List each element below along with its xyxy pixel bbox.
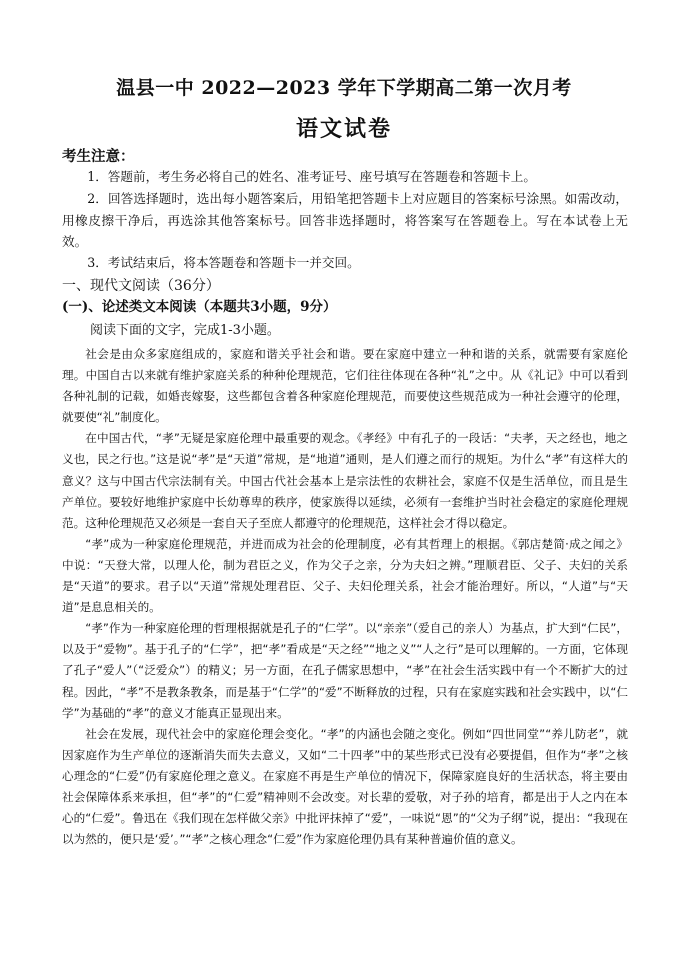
exam-subtitle: 语文试卷 xyxy=(295,116,392,142)
notice-item-2: 2．回答选择题时，选出每小题答案后，用铅笔把答题卡上对应题目的答案标号涂黑。如需改动，用橡皮擦干净后，再选涂其他答案标号。回答非选择题时，将答案写在答题卷上。写在本试卷上无效。 xyxy=(62,191,628,249)
reading-passage xyxy=(62,344,628,850)
notice-item-1: 1．答题前，考生务必将自己的姓名、准考证号、座号填写在答题卷和答题卡上。 xyxy=(87,169,536,184)
passage-paragraph-3: “孝”成为一种家庭伦理规范，并进而成为社会的伦理制度，必有其哲理上的根据。《郭店楚简·成之闻之》中说：“天登大常，以理人伦，制为君臣之义，作为父子之亲，分为夫妇之辨。”理顺君臣、父子、夫妇的关系是“天道”的要求。君子以“天道”常规处理君臣、父子、夫妇伦理关系，社会才能治理好。所以，“人道”与“天道”是息息相关的。 xyxy=(62,536,628,615)
passage-paragraph-1: 社会是由众多家庭组成的，家庭和谐关乎社会和谐。要在家庭中建立一种和谐的关系，就需要有家庭伦理。中国自古以来就有维护家庭关系的种种伦理规范，它们往往体现在各种“礼”之中。从《礼记》中可以看到各种礼制的记载，如婚丧嫁娶，这些都包含着各种家庭伦理规范，而要使这些规范成为一种社会遵守的伦理，就要使“礼”制度化。 xyxy=(62,347,628,425)
passage-paragraph-5: 社会在发展，现代社会中的家庭伦理会变化。“孝”的内涵也会随之变化。例如“四世同堂”“养儿防老”，就因家庭作为生产单位的逐渐消失而失去意义，又如“二十四孝”中的某些形式已没有必要提倡，但作为“孝”之核心理念的“仁爱”仍有家庭伦理之意义。在家庭不再是生产单位的情况下，保障家庭良好的生活状态，将主要由社会保障体系来承担，但“孝”的“仁爱”精神则不会改变。对长辈的爱敬，对子孙的培育，都是出于人之内在本心的“仁爱”。鲁迅在《我们现在怎样做父亲》中批评抹掉了“爱”，一味说“恩”的“父为子纲”说，提出：“我现在以为然的，便只是‘爱’。”“孝”之核心理念“仁爱”作为家庭伦理仍具有某种普遍价值的意义。 xyxy=(62,726,628,847)
subsection-title: (一)、论述类文本阅读（本题共3小题，9分） xyxy=(62,299,337,315)
exam-title: 温县一中 2022—2023 学年下学期高二第一次月考 xyxy=(116,77,572,99)
part-title: 一、现代文阅读（36分） xyxy=(62,278,220,294)
passage-paragraph-2: 在中国古代，“孝”无疑是家庭伦理中最重要的观念。《孝经》中有孔子的一段话：“夫孝，天之经也，地之义也，民之行也。”这是说“孝”是“天道”常规，是“地道”通则，是人们遵之而行的规矩。为什么“孝”有这样大的意义？这与中国古代宗法制有关。中国古代社会基本上是宗法性的农耕社会，家庭不仅是生活单位，而且是生产单位。要较好地维护家庭中长幼尊卑的秩序，使家族得以延续，必须有一套维护当时社会稳定的家庭伦理规范。这种伦理规范又必须是一套自天子至庶人都遵守的伦理规范，这样社会才得以稳定。 xyxy=(62,431,628,530)
notice-item-3: 3．考试结束后，将本答题卷和答题卡一并交回。 xyxy=(87,255,360,270)
notice-heading: 考生注意： xyxy=(62,148,135,165)
reading-instruction: 阅读下面的文字，完成1-3小题。 xyxy=(90,323,280,338)
passage-paragraph-4: “孝”作为一种家庭伦理的哲理根据就是孔子的“仁学”。以“亲亲”（爱自己的亲人）为基点，扩大到“仁民”，以及于“爱物”。基于孔子的“仁学”，把“孝”看成是“天之经”“地之义”“人之行”是可以理解的。一方面，它体现了孔子“爱人”（“泛爱众”）的精义；另一方面，在孔子儒家思想中，“孝”在社会生活实践中有一个不断扩大的过程。因此，“孝”不是教条教条，而是基于“仁学”的“爱”不断释放的过程，只有在家庭实践和社会实践中，以“仁学”为基础的“孝”的意义才能真正显现出来。 xyxy=(62,621,628,720)
